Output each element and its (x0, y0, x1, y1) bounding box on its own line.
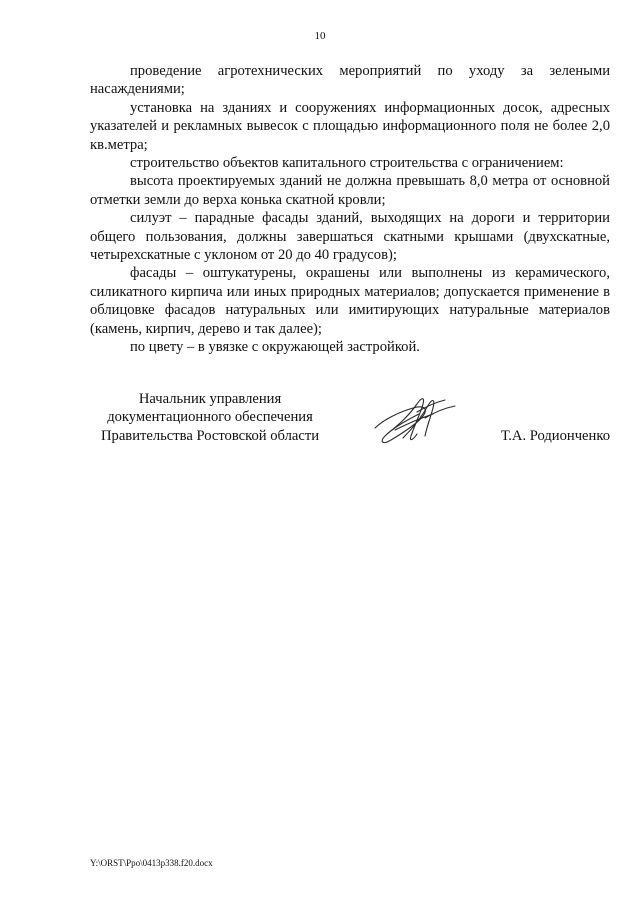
signer-position (90, 390, 330, 445)
body-text (90, 62, 610, 357)
paragraph: по цвету – в увязке с окружающей застройкой. (130, 339, 420, 356)
file-path: Y:\ORST\Ppo\0413p338.f20.docx (90, 858, 213, 868)
signer-position-line: документационного обеспечения (107, 409, 313, 426)
paragraph: строительство объектов капитального строительства с ограничением: (130, 155, 564, 172)
handwritten-signature (373, 390, 463, 450)
signature-block (90, 390, 610, 460)
paragraph: фасады – оштукатурены, окрашены или выполнены из керамического, силикатного кирпича или иных природных материалов; допускается применение в облицовке фасадов натуральных или имитирующих натуральные материалов (камень, кирпич, дерево и так далее); (90, 265, 610, 337)
paragraph: установка на зданиях и сооружениях информационных досок, адресных указателей и рекламных вывесок с площадью информационного поля не более 2,0 кв.метра; (90, 99, 610, 153)
paragraph: проведение агротехнических мероприятий по уходу за зелеными насаждениями; (90, 63, 610, 98)
paragraph: высота проектируемых зданий не должна превышать 8,0 метра от основной отметки земли до верха конька скатной кровли; (90, 173, 610, 208)
signer-position-line: Правительства Ростовской области (100, 427, 320, 444)
paragraph: силуэт – парадные фасады зданий, выходящих на дороги и территории общего пользования, должны завершаться скатными крышами (двухскатные, четырехскатные с уклоном от 20 до 40 градусов); (90, 210, 610, 264)
page-number: 10 (314, 30, 326, 42)
signer-name: Т.А. Родионченко (500, 427, 610, 444)
signer-position-line: Начальник управления (138, 391, 282, 407)
